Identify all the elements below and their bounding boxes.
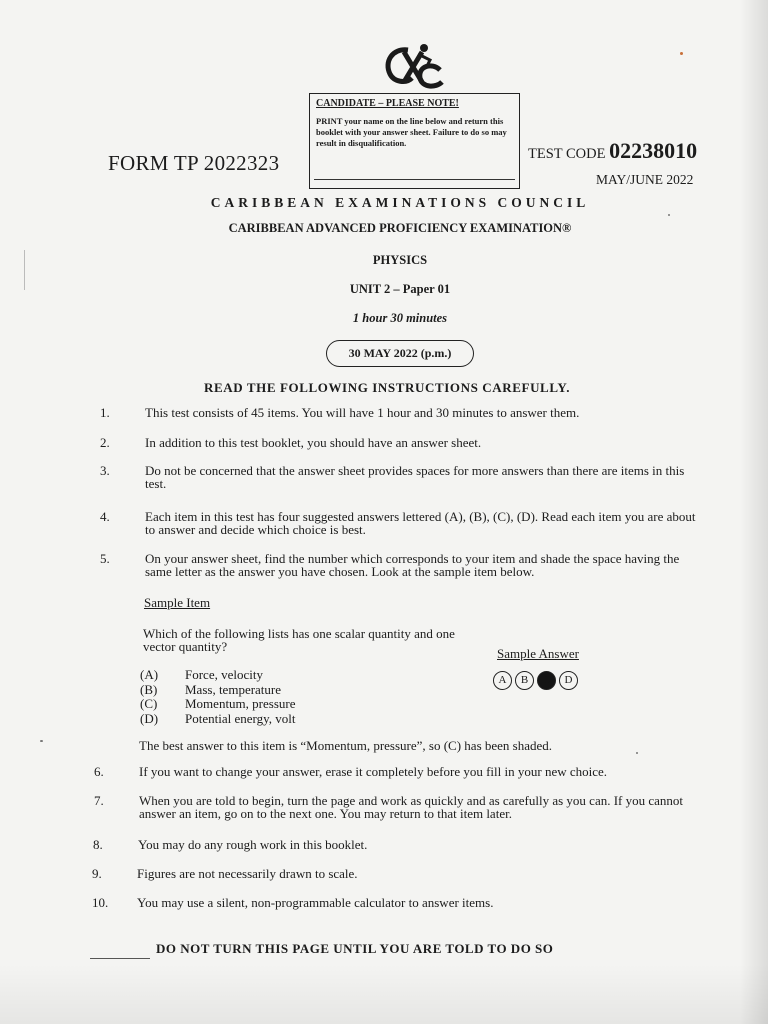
scan-speck — [40, 740, 43, 742]
answer-bubble-b: B — [515, 671, 534, 690]
instruction-number: 4. — [100, 509, 110, 524]
test-code-label: TEST CODE — [528, 146, 606, 162]
footer-rule — [90, 958, 150, 959]
instruction-text: On your answer sheet, find the number which corresponds to your item and shade the space having the same letter as the answer you have chosen. Look at the sample item below. — [145, 551, 680, 579]
instruction-number: 5. — [100, 551, 110, 566]
exam-duration: 1 hour 30 minutes — [352, 311, 448, 325]
test-code-number: 02238010 — [609, 138, 698, 163]
instruction-text: Each item in this test has four suggested answers lettered (A), (B), (C), (D). Read each item you are about to answer and decide which choice is best. — [145, 509, 696, 537]
answer-bubble-c: C — [537, 671, 556, 690]
sample-option — [140, 668, 295, 683]
unit-paper: UNIT 2 – Paper 01 — [349, 282, 451, 296]
instructions-heading: READ THE FOLLOWING INSTRUCTIONS CAREFULLY. — [204, 380, 571, 395]
answer-bubbles — [493, 671, 578, 690]
option-letter: (D) — [140, 710, 159, 726]
council-name: CARIBBEAN EXAMINATIONS COUNCIL — [210, 195, 590, 210]
instruction-number: 9. — [92, 866, 102, 881]
option-text: Potential energy, volt — [185, 710, 296, 726]
page-bottom-shadow — [0, 964, 768, 1024]
sample-options — [140, 668, 295, 726]
instruction-text: In addition to this test booklet, you should have an answer sheet. — [145, 435, 482, 450]
sample-option — [140, 712, 295, 727]
notice-title: CANDIDATE – PLEASE NOTE! — [316, 98, 459, 109]
candidate-notice-box — [309, 93, 520, 189]
subject-name: PHYSICS — [372, 253, 428, 267]
option-letter: (C) — [140, 696, 158, 711]
option-letter: (A) — [140, 667, 159, 682]
instruction-text: Figures are not necessarily drawn to scale. — [137, 866, 358, 881]
cxc-logo-icon — [378, 42, 448, 92]
instruction-text: This test consists of 45 items. You will have 1 hour and 30 minutes to answer them. — [145, 405, 580, 420]
instruction-number: 3. — [100, 463, 110, 478]
exam-name: CARIBBEAN ADVANCED PROFICIENCY EXAMINATION® — [228, 221, 572, 235]
sample-answer-label: Sample Answer — [497, 646, 579, 661]
answer-bubble-d: D — [559, 671, 578, 690]
exam-date: 30 MAY 2022 (p.m.) — [326, 340, 474, 367]
scan-speck — [636, 752, 638, 754]
instruction-number: 6. — [94, 764, 104, 779]
page-edge-shadow — [740, 0, 768, 1024]
exam-sitting: MAY/JUNE 2022 — [596, 172, 694, 187]
sample-explanation: The best answer to this item is “Momentum, pressure”, so (C) has been shaded. — [139, 738, 553, 753]
instruction-text: You may use a silent, non-programmable calculator to answer items. — [137, 895, 494, 910]
footer-warning: DO NOT TURN THIS PAGE UNTIL YOU ARE TOLD TO DO SO — [156, 941, 554, 956]
sample-question: Which of the following lists has one scalar quantity and one vector quantity? — [143, 626, 455, 654]
option-letter: (B) — [140, 681, 158, 697]
instruction-number: 1. — [100, 405, 110, 420]
sample-option — [140, 697, 295, 712]
instruction-text: Do not be concerned that the answer sheet provides spaces for more answers than there are items in this test. — [145, 463, 685, 491]
option-text: Mass, temperature — [185, 681, 282, 697]
option-text: Momentum, pressure — [185, 696, 296, 711]
scan-mark — [24, 250, 25, 290]
notice-body: PRINT your name on the line below and return this booklet with your answer sheet. Failure to do so may result in disqualification. — [316, 116, 507, 149]
sample-item-title: Sample Item — [144, 595, 211, 610]
instruction-text: When you are told to begin, turn the page and work as quickly and as carefully as you can. If you cannot answer an item, go on to the next one. You may return to that item later. — [139, 793, 684, 821]
sample-option — [140, 683, 295, 698]
scan-speck — [668, 214, 670, 216]
instruction-text: If you want to change your answer, erase it completely before you fill in your new choice. — [139, 764, 608, 779]
instruction-number: 10. — [92, 895, 109, 910]
instruction-number: 8. — [93, 837, 103, 852]
scan-speck — [680, 52, 683, 55]
instruction-number: 2. — [100, 435, 110, 450]
candidate-name-line — [314, 179, 515, 180]
test-code — [528, 138, 697, 164]
instruction-number: 7. — [94, 793, 104, 808]
form-number: FORM TP 2022323 — [108, 151, 280, 175]
instruction-text: You may do any rough work in this booklet. — [138, 837, 368, 852]
answer-bubble-a: A — [493, 671, 512, 690]
option-text: Force, velocity — [185, 667, 263, 682]
